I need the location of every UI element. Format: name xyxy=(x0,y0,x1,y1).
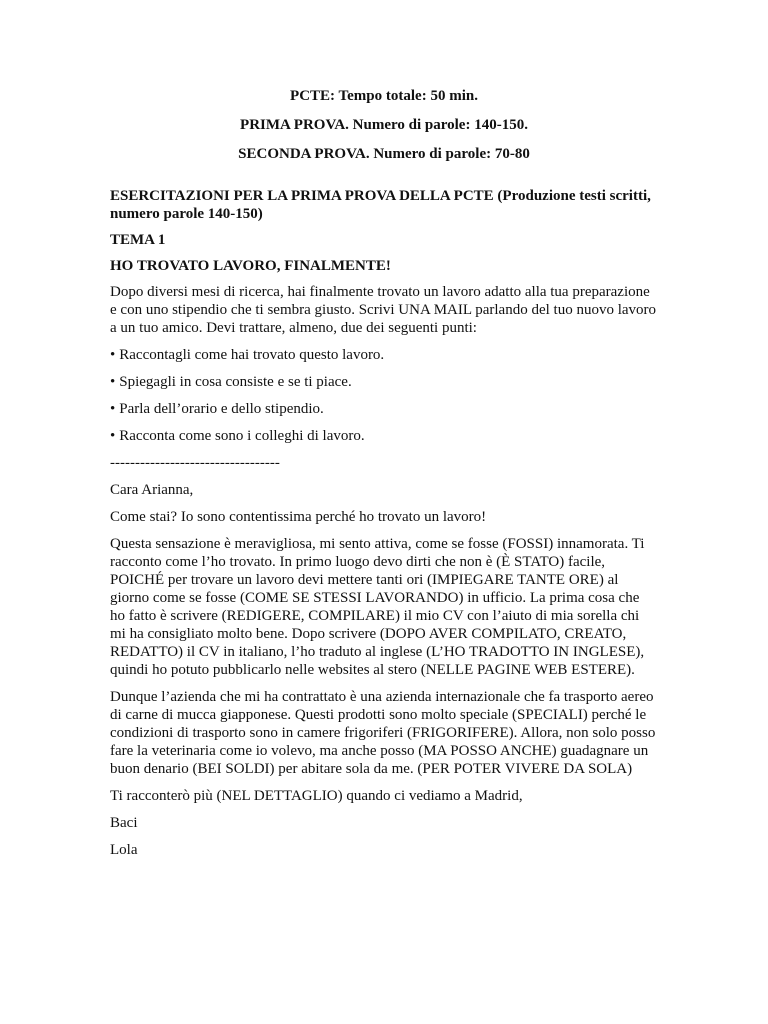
letter-signature: Lola xyxy=(110,842,138,858)
point-text: Parla dell’orario e dello stipendio. xyxy=(119,401,324,417)
theme-points-list xyxy=(110,346,658,445)
header-line-first-test: PRIMA PROVA. Numero di parole: 140-150. xyxy=(240,117,528,133)
theme-title: HO TROVATO LAVORO, FINALMENTE! xyxy=(110,258,391,274)
theme-label: TEMA 1 xyxy=(110,232,166,248)
header-line-time: PCTE: Tempo totale: 50 min. xyxy=(290,88,478,104)
bullet-icon: • xyxy=(110,428,116,444)
letter-closing-line: Ti racconterò più (NEL DETTAGLIO) quando ci vediamo a Madrid, xyxy=(110,788,523,804)
list-item xyxy=(110,427,658,445)
letter-greeting: Cara Arianna, xyxy=(110,482,194,498)
list-item xyxy=(110,400,658,418)
dashed-divider: ---------------------------------- xyxy=(110,455,280,471)
point-text: Racconta come sono i colleghi di lavoro. xyxy=(119,428,365,444)
list-item xyxy=(110,346,658,364)
bullet-icon: • xyxy=(110,347,116,363)
bullet-icon: • xyxy=(110,401,116,417)
bullet-icon: • xyxy=(110,374,116,390)
point-text: Spiegagli in cosa consiste e se ti piace. xyxy=(119,374,352,390)
list-item xyxy=(110,373,658,391)
theme-prompt: Dopo diversi mesi di ricerca, hai finalmente trovato un lavoro adatto alla tua preparazione e con uno stipendio che ti sembra giusto. Scrivi UNA MAIL parlando del tuo nuovo lavoro a un tuo amico. Devi trattare, almeno, due dei seguenti punti: xyxy=(110,284,657,336)
letter-opening: Come stai? Io sono contentissima perché ho trovato un lavoro! xyxy=(110,509,487,525)
header-line-second-test: SECONDA PROVA. Numero di parole: 70-80 xyxy=(238,146,530,162)
letter-paragraph-1: Questa sensazione è meravigliosa, mi sento attiva, come se fosse (FOSSI) innamorata. Ti racconto come l’ho trovato. In primo luogo devo dirti che non è (È STATO) facile, POICHÉ per trovare un lavoro devi mettere tanti ori (IMPIEGARE TANTE ORE) al giorno come se fosse (COME SE STESSI LAVORANDO) in ufficio. La prima cosa che ho fatto è scrivere (REDIGERE, COMPILARE) il mio CV con l’aiuto di mia sorella chi mi ha consigliato molto bene. Dopo scrivere (DOPO AVER COMPILATO, CREATO, REDATTO) il CV in italiano, l’ho traduto al inglese (L’HO TRADOTTO IN INGLESE), quindi ho potuto pubblicarlo nelle websites al stero (NELLE PAGINE WEB ESTERE). xyxy=(110,536,645,678)
point-text: Raccontagli come hai trovato questo lavoro. xyxy=(119,347,385,363)
letter-paragraph-2: Dunque l’azienda che mi ha contrattato è una azienda internazionale che fa trasporto aereo di carne di mucca giapponese. Questi prodotti sono molto speciale (SPECIALI) perché le condizioni di trasporto sono in camere frigoriferi (FRIGORIFERE). Allora, non solo posso fare la veterinaria come io volevo, ma anche posso (MA POSSO ANCHE) guadagnare un buon denario (BEI SOLDI) per abitare sola da me. (PER POTER VIVERE DA SOLA) xyxy=(110,689,656,777)
section-title: ESERCITAZIONI PER LA PRIMA PROVA DELLA PCTE (Produzione testi scritti, numero parole 140-150) xyxy=(110,188,651,222)
letter-signoff: Baci xyxy=(110,815,138,831)
